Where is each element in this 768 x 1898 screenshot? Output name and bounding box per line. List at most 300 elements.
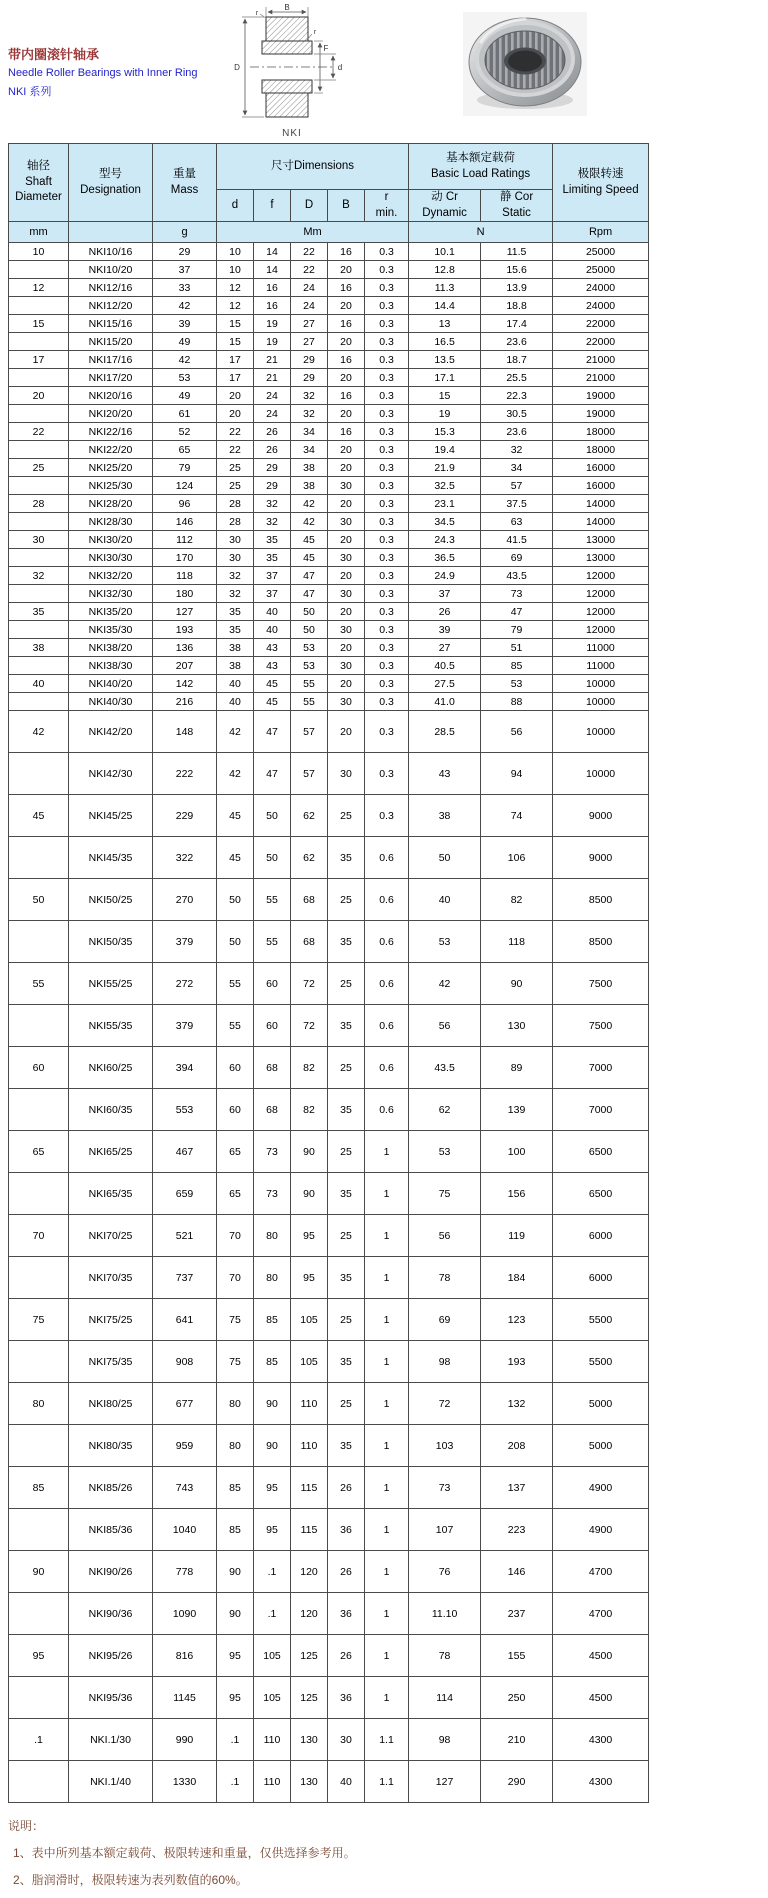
cell-designation: NKI38/30 — [69, 657, 153, 675]
cell-d: 12 — [217, 297, 254, 315]
cell-f: 21 — [254, 369, 291, 387]
cell-shaft — [9, 1593, 69, 1635]
col-header-D: D — [291, 190, 328, 222]
cell-d: 90 — [217, 1551, 254, 1593]
cell-r_min: 0.3 — [365, 441, 409, 459]
cell-f: 35 — [254, 549, 291, 567]
cell-f: 85 — [254, 1341, 291, 1383]
dim-label-d: d — [337, 63, 343, 72]
cell-designation: NKI35/20 — [69, 603, 153, 621]
cell-shaft: 15 — [9, 315, 69, 333]
cell-limiting_speed: 10000 — [553, 675, 649, 693]
cell-cor_static: 100 — [481, 1131, 553, 1173]
cell-D: 62 — [291, 795, 328, 837]
cell-cor_static: 85 — [481, 657, 553, 675]
cell-designation: NKI12/20 — [69, 297, 153, 315]
cell-r_min: 0.3 — [365, 657, 409, 675]
cell-cr_dynamic: 12.8 — [409, 261, 481, 279]
cell-D: 90 — [291, 1173, 328, 1215]
cell-limiting_speed: 19000 — [553, 387, 649, 405]
cell-B: 35 — [328, 1425, 365, 1467]
cell-f: 43 — [254, 657, 291, 675]
cell-cr_dynamic: 75 — [409, 1173, 481, 1215]
cell-cr_dynamic: 15 — [409, 387, 481, 405]
cell-d: .1 — [217, 1761, 254, 1803]
notes-title: 说明： — [8, 1819, 45, 1834]
cell-shaft — [9, 921, 69, 963]
cell-f: 24 — [254, 387, 291, 405]
cell-shaft: 65 — [9, 1131, 69, 1173]
table-row — [9, 1467, 649, 1509]
cell-shaft: 35 — [9, 603, 69, 621]
cell-designation: NKI28/30 — [69, 513, 153, 531]
cell-shaft — [9, 405, 69, 423]
cell-cr_dynamic: 16.5 — [409, 333, 481, 351]
title-block — [8, 44, 198, 99]
table-row — [9, 753, 649, 795]
cell-limiting_speed: 21000 — [553, 351, 649, 369]
cell-limiting_speed: 4900 — [553, 1509, 649, 1551]
cell-limiting_speed: 6000 — [553, 1257, 649, 1299]
table-row — [9, 1299, 649, 1341]
cell-limiting_speed: 5500 — [553, 1341, 649, 1383]
cell-limiting_speed: 11000 — [553, 657, 649, 675]
cell-cr_dynamic: 40.5 — [409, 657, 481, 675]
cell-mass: 49 — [153, 387, 217, 405]
cell-B: 30 — [328, 621, 365, 639]
cell-mass: 79 — [153, 459, 217, 477]
table-row — [9, 549, 649, 567]
cell-cr_dynamic: 107 — [409, 1509, 481, 1551]
cell-mass: 52 — [153, 423, 217, 441]
cell-D: 27 — [291, 333, 328, 351]
cell-shaft: 20 — [9, 387, 69, 405]
cell-r_min: 0.3 — [365, 675, 409, 693]
cell-mass: 39 — [153, 315, 217, 333]
cell-shaft — [9, 1761, 69, 1803]
cell-B: 35 — [328, 837, 365, 879]
cell-cor_static: 184 — [481, 1257, 553, 1299]
cell-f: 40 — [254, 621, 291, 639]
cell-mass: 136 — [153, 639, 217, 657]
cell-mass: 42 — [153, 351, 217, 369]
cell-shaft — [9, 369, 69, 387]
cell-cor_static: 30.5 — [481, 405, 553, 423]
cell-limiting_speed: 12000 — [553, 603, 649, 621]
cell-r_min: 0.3 — [365, 315, 409, 333]
cell-cr_dynamic: 56 — [409, 1215, 481, 1257]
cell-mass: 677 — [153, 1383, 217, 1425]
col-header-B: B — [328, 190, 365, 222]
cell-shaft — [9, 1257, 69, 1299]
cell-r_min: 0.3 — [365, 351, 409, 369]
cell-designation: NKI38/20 — [69, 639, 153, 657]
cell-D: 50 — [291, 603, 328, 621]
cell-cor_static: 118 — [481, 921, 553, 963]
cell-cor_static: 53 — [481, 675, 553, 693]
cell-cr_dynamic: 14.4 — [409, 297, 481, 315]
page-title-cn: 带内圈滚针轴承 — [8, 47, 100, 62]
cell-f: 90 — [254, 1425, 291, 1467]
cell-cr_dynamic: 73 — [409, 1467, 481, 1509]
cell-shaft — [9, 837, 69, 879]
cell-cr_dynamic: 19 — [409, 405, 481, 423]
cell-B: 20 — [328, 459, 365, 477]
cell-D: 110 — [291, 1425, 328, 1467]
cell-shaft — [9, 657, 69, 675]
cell-limiting_speed: 4300 — [553, 1761, 649, 1803]
cell-designation: NKI60/25 — [69, 1047, 153, 1089]
cell-d: 90 — [217, 1593, 254, 1635]
cell-cr_dynamic: 37 — [409, 585, 481, 603]
cell-mass: 322 — [153, 837, 217, 879]
cell-r_min: 0.6 — [365, 1005, 409, 1047]
cell-cr_dynamic: 27.5 — [409, 675, 481, 693]
cell-mass: 148 — [153, 711, 217, 753]
cell-limiting_speed: 19000 — [553, 405, 649, 423]
cell-limiting_speed: 18000 — [553, 423, 649, 441]
cell-limiting_speed: 5500 — [553, 1299, 649, 1341]
cell-d: 32 — [217, 585, 254, 603]
unit-mass: g — [153, 222, 217, 243]
cell-f: .1 — [254, 1593, 291, 1635]
cell-cor_static: 57 — [481, 477, 553, 495]
cell-f: 80 — [254, 1257, 291, 1299]
col-group-dimensions: 尺寸Dimensions — [217, 144, 409, 190]
cell-cor_static: 155 — [481, 1635, 553, 1677]
cell-mass: 49 — [153, 333, 217, 351]
cell-cor_static: 34 — [481, 459, 553, 477]
cell-designation: NKI95/26 — [69, 1635, 153, 1677]
cell-d: 22 — [217, 423, 254, 441]
cell-cor_static: 74 — [481, 795, 553, 837]
cell-f: 50 — [254, 795, 291, 837]
cell-cr_dynamic: 21.9 — [409, 459, 481, 477]
cell-d: 30 — [217, 549, 254, 567]
cell-cr_dynamic: 56 — [409, 1005, 481, 1047]
cell-designation: NKI17/16 — [69, 351, 153, 369]
cell-D: 57 — [291, 753, 328, 795]
cell-B: 35 — [328, 1341, 365, 1383]
cell-D: 38 — [291, 459, 328, 477]
cell-r_min: 1 — [365, 1551, 409, 1593]
cell-f: 19 — [254, 333, 291, 351]
cell-D: 42 — [291, 513, 328, 531]
cell-f: 55 — [254, 879, 291, 921]
cell-f: 26 — [254, 441, 291, 459]
cell-mass: 379 — [153, 921, 217, 963]
cell-cr_dynamic: 24.9 — [409, 567, 481, 585]
table-row — [9, 495, 649, 513]
cell-B: 25 — [328, 1047, 365, 1089]
cell-r_min: 0.3 — [365, 297, 409, 315]
cell-r_min: 1 — [365, 1173, 409, 1215]
cell-limiting_speed: 7500 — [553, 963, 649, 1005]
table-row — [9, 1131, 649, 1173]
cell-B: 35 — [328, 1005, 365, 1047]
cell-limiting_speed: 10000 — [553, 753, 649, 795]
table-row — [9, 639, 649, 657]
cell-designation: NKI90/36 — [69, 1593, 153, 1635]
table-row — [9, 459, 649, 477]
cell-r_min: 0.3 — [365, 369, 409, 387]
table-row — [9, 1509, 649, 1551]
cell-limiting_speed: 9000 — [553, 837, 649, 879]
cell-r_min: 0.3 — [365, 711, 409, 753]
cell-cr_dynamic: 11.3 — [409, 279, 481, 297]
cell-mass: 29 — [153, 243, 217, 261]
cell-cor_static: 56 — [481, 711, 553, 753]
cell-D: 115 — [291, 1467, 328, 1509]
col-header-d: d — [217, 190, 254, 222]
col-header-dynamic-cr: 动 Cr Dynamic — [409, 190, 481, 222]
page-header — [0, 0, 768, 143]
cell-limiting_speed: 4700 — [553, 1551, 649, 1593]
cell-D: 24 — [291, 279, 328, 297]
cell-d: 10 — [217, 261, 254, 279]
cell-f: 45 — [254, 675, 291, 693]
cell-shaft: 42 — [9, 711, 69, 753]
cell-mass: 96 — [153, 495, 217, 513]
table-row — [9, 513, 649, 531]
cell-D: 120 — [291, 1551, 328, 1593]
table-row — [9, 585, 649, 603]
cell-D: 22 — [291, 243, 328, 261]
cell-D: 32 — [291, 387, 328, 405]
cell-r_min: 0.3 — [365, 279, 409, 297]
cell-d: 28 — [217, 495, 254, 513]
cell-shaft — [9, 513, 69, 531]
cell-limiting_speed: 16000 — [553, 459, 649, 477]
cell-d: 55 — [217, 963, 254, 1005]
cell-cr_dynamic: 10.1 — [409, 243, 481, 261]
cell-r_min: 0.3 — [365, 603, 409, 621]
cell-d: 17 — [217, 369, 254, 387]
cell-shaft — [9, 441, 69, 459]
cell-D: 42 — [291, 495, 328, 513]
cell-f: 37 — [254, 585, 291, 603]
cell-designation: NKI80/35 — [69, 1425, 153, 1467]
cell-cor_static: 13.9 — [481, 279, 553, 297]
cell-d: 55 — [217, 1005, 254, 1047]
cell-d: 80 — [217, 1425, 254, 1467]
cell-B: 20 — [328, 567, 365, 585]
cell-f: 47 — [254, 711, 291, 753]
cell-r_min: 0.3 — [365, 513, 409, 531]
unit-speed: Rpm — [553, 222, 649, 243]
cell-shaft: 12 — [9, 279, 69, 297]
cell-B: 25 — [328, 795, 365, 837]
cell-r_min: 0.3 — [365, 477, 409, 495]
cell-d: 40 — [217, 693, 254, 711]
notes-section — [8, 1817, 768, 1888]
cell-D: 95 — [291, 1215, 328, 1257]
table-row — [9, 1383, 649, 1425]
cell-D: 53 — [291, 639, 328, 657]
drawing-caption: NKI — [282, 128, 302, 139]
cell-designation: NKI50/35 — [69, 921, 153, 963]
cell-cor_static: 89 — [481, 1047, 553, 1089]
cell-designation: NKI35/30 — [69, 621, 153, 639]
cell-D: 115 — [291, 1509, 328, 1551]
cell-f: 105 — [254, 1635, 291, 1677]
cell-mass: 959 — [153, 1425, 217, 1467]
cell-designation: NKI12/16 — [69, 279, 153, 297]
cell-d: .1 — [217, 1719, 254, 1761]
cell-r_min: 0.3 — [365, 387, 409, 405]
cell-D: 72 — [291, 1005, 328, 1047]
cell-r_min: 0.3 — [365, 549, 409, 567]
cell-designation: NKI85/36 — [69, 1509, 153, 1551]
cell-r_min: 1.1 — [365, 1761, 409, 1803]
cell-D: 45 — [291, 531, 328, 549]
table-row — [9, 315, 649, 333]
cell-cor_static: 106 — [481, 837, 553, 879]
table-row — [9, 1173, 649, 1215]
cell-shaft: 30 — [9, 531, 69, 549]
cell-shaft: 70 — [9, 1215, 69, 1257]
cell-cor_static: 32 — [481, 441, 553, 459]
cell-cr_dynamic: 76 — [409, 1551, 481, 1593]
cell-D: 45 — [291, 549, 328, 567]
cell-d: 60 — [217, 1089, 254, 1131]
cell-B: 25 — [328, 1299, 365, 1341]
cell-mass: 737 — [153, 1257, 217, 1299]
cell-d: 20 — [217, 387, 254, 405]
table-row — [9, 921, 649, 963]
cell-cor_static: 146 — [481, 1551, 553, 1593]
cell-cor_static: 290 — [481, 1761, 553, 1803]
cell-d: 45 — [217, 837, 254, 879]
cell-D: 55 — [291, 693, 328, 711]
cell-B: 20 — [328, 531, 365, 549]
cell-cr_dynamic: 36.5 — [409, 549, 481, 567]
table-row — [9, 1551, 649, 1593]
cell-f: 16 — [254, 297, 291, 315]
cell-cr_dynamic: 27 — [409, 639, 481, 657]
cell-B: 20 — [328, 675, 365, 693]
cell-B: 20 — [328, 603, 365, 621]
dim-label-D: D — [234, 63, 240, 72]
cell-r_min: 1 — [365, 1509, 409, 1551]
cell-shaft: 50 — [9, 879, 69, 921]
cell-r_min: 1 — [365, 1593, 409, 1635]
cell-limiting_speed: 6500 — [553, 1173, 649, 1215]
col-group-basic-load-ratings: 基本额定载荷 Basic Load Ratings — [409, 144, 553, 190]
cell-designation: NKI65/35 — [69, 1173, 153, 1215]
cell-mass: 379 — [153, 1005, 217, 1047]
cell-B: 20 — [328, 333, 365, 351]
cell-designation: NKI80/25 — [69, 1383, 153, 1425]
cell-cr_dynamic: 13 — [409, 315, 481, 333]
cell-limiting_speed: 6500 — [553, 1131, 649, 1173]
table-row — [9, 1593, 649, 1635]
cell-cr_dynamic: 19.4 — [409, 441, 481, 459]
cell-designation: NKI32/20 — [69, 567, 153, 585]
cell-cor_static: 123 — [481, 1299, 553, 1341]
cell-B: 26 — [328, 1551, 365, 1593]
cell-cor_static: 132 — [481, 1383, 553, 1425]
cell-D: 130 — [291, 1719, 328, 1761]
table-row — [9, 369, 649, 387]
cell-designation: NKI30/20 — [69, 531, 153, 549]
cell-d: 32 — [217, 567, 254, 585]
cell-B: 30 — [328, 477, 365, 495]
cell-B: 35 — [328, 1089, 365, 1131]
table-row — [9, 1677, 649, 1719]
cell-B: 35 — [328, 1173, 365, 1215]
cell-r_min: 0.3 — [365, 495, 409, 513]
cell-cr_dynamic: 23.1 — [409, 495, 481, 513]
cell-mass: 229 — [153, 795, 217, 837]
cell-cor_static: 88 — [481, 693, 553, 711]
cell-shaft: 25 — [9, 459, 69, 477]
cell-designation: NKI15/16 — [69, 315, 153, 333]
bearing-spec-table — [8, 143, 649, 1803]
cell-cr_dynamic: 53 — [409, 921, 481, 963]
cell-d: 38 — [217, 639, 254, 657]
cell-shaft — [9, 1173, 69, 1215]
cell-limiting_speed: 14000 — [553, 495, 649, 513]
cell-r_min: 1 — [365, 1341, 409, 1383]
cell-B: 26 — [328, 1635, 365, 1677]
cell-limiting_speed: 8500 — [553, 921, 649, 963]
cell-designation: NKI75/25 — [69, 1299, 153, 1341]
cell-mass: 553 — [153, 1089, 217, 1131]
table-row — [9, 963, 649, 1005]
cell-designation: NKI.1/40 — [69, 1761, 153, 1803]
cell-shaft — [9, 621, 69, 639]
cell-r_min: 0.3 — [365, 459, 409, 477]
cell-f: 73 — [254, 1131, 291, 1173]
cell-cr_dynamic: 41.0 — [409, 693, 481, 711]
cell-designation: NKI20/20 — [69, 405, 153, 423]
cell-D: 105 — [291, 1299, 328, 1341]
cell-cr_dynamic: 98 — [409, 1719, 481, 1761]
cell-f: 55 — [254, 921, 291, 963]
cell-cor_static: 208 — [481, 1425, 553, 1467]
cell-designation: NKI42/30 — [69, 753, 153, 795]
cell-limiting_speed: 7500 — [553, 1005, 649, 1047]
cell-limiting_speed: 5000 — [553, 1383, 649, 1425]
cell-limiting_speed: 10000 — [553, 711, 649, 753]
col-header-mass: 重量 Mass — [153, 144, 217, 222]
cell-mass: 42 — [153, 297, 217, 315]
cell-r_min: 1 — [365, 1257, 409, 1299]
cell-cr_dynamic: 103 — [409, 1425, 481, 1467]
cell-D: 110 — [291, 1383, 328, 1425]
cell-B: 25 — [328, 1131, 365, 1173]
cell-cr_dynamic: 72 — [409, 1383, 481, 1425]
table-row — [9, 243, 649, 261]
cell-cor_static: 37.5 — [481, 495, 553, 513]
cell-d: 15 — [217, 333, 254, 351]
cell-D: 34 — [291, 423, 328, 441]
cell-limiting_speed: 6000 — [553, 1215, 649, 1257]
cell-f: 110 — [254, 1719, 291, 1761]
cell-f: 105 — [254, 1677, 291, 1719]
cell-d: 42 — [217, 711, 254, 753]
cell-cr_dynamic: 98 — [409, 1341, 481, 1383]
cell-designation: NKI65/25 — [69, 1131, 153, 1173]
cell-B: 20 — [328, 639, 365, 657]
cell-r_min: 0.3 — [365, 753, 409, 795]
cell-designation: NKI25/20 — [69, 459, 153, 477]
cell-f: 80 — [254, 1215, 291, 1257]
cell-mass: 1330 — [153, 1761, 217, 1803]
cell-d: 95 — [217, 1677, 254, 1719]
cell-B: 20 — [328, 369, 365, 387]
